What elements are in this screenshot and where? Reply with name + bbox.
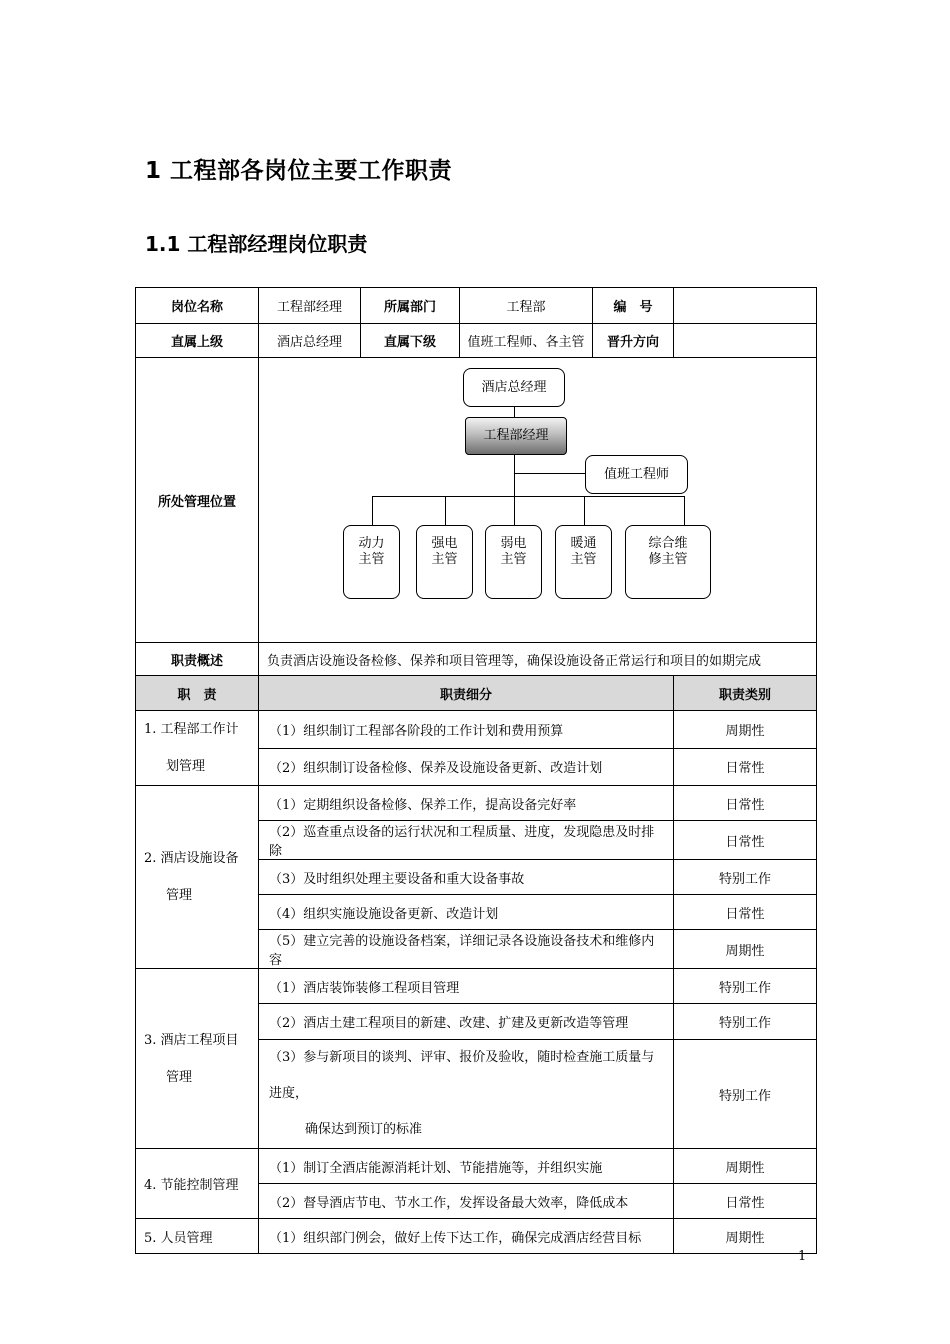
table-row: [136, 711, 817, 749]
promotion-value: [674, 324, 817, 358]
post-name-label: 岗位名称: [136, 288, 259, 324]
page-number: 1: [798, 1249, 807, 1264]
duty-detail: （2）组织制订设备检修、保养及设施设备更新、改造计划: [259, 748, 674, 786]
org-chart-row: [136, 358, 817, 643]
org-chart-cell: [259, 358, 817, 643]
summary-row: [136, 643, 817, 676]
subordinate-value: 值班工程师、各主管: [460, 324, 593, 358]
detail-column-header: 职责细分: [259, 676, 674, 711]
org-box-engineering-manager: 工程部经理: [465, 417, 567, 455]
summary-text: 负责酒店设施设备检修、保养和项目管理等，确保设施设备正常运行和项目的如期完成: [259, 643, 817, 676]
duty-category: 周期性: [674, 930, 817, 969]
org-box-maintenance-supervisor: 综合维 修主管: [625, 525, 711, 599]
duty-category: 特别工作: [674, 860, 817, 895]
duty-detail: （1）定期组织设备检修、保养工作，提高设备完好率: [259, 786, 674, 821]
summary-label: 职责概述: [136, 643, 259, 676]
info-row-2: [136, 324, 817, 358]
table-row: [136, 1219, 817, 1254]
duty-column-header: 职 责: [136, 676, 259, 711]
duty-detail: （3）参与新项目的谈判、评审、报价及验收，随时检查施工质量与进度， 确保达到预订的标准: [259, 1040, 674, 1149]
duty-title: 3. 酒店工程项目 管理: [136, 969, 259, 1149]
duty-detail: （1）制订全酒店能源消耗计划、节能措施等，并组织实施: [259, 1149, 674, 1184]
post-name-value: 工程部经理: [259, 288, 361, 324]
dept-value: 工程部: [460, 288, 593, 324]
duty-category: 日常性: [674, 895, 817, 930]
superior-label: 直属上级: [136, 324, 259, 358]
dept-label: 所属部门: [361, 288, 460, 324]
duty-category: 日常性: [674, 821, 817, 860]
duty-detail: （5）建立完善的设施设备档案，详细记录各设施设备技术和维修内容: [259, 930, 674, 969]
duty-category: 日常性: [674, 786, 817, 821]
org-box-general-manager: 酒店总经理: [463, 368, 565, 407]
superior-value: 酒店总经理: [259, 324, 361, 358]
duty-detail: （2）酒店土建工程项目的新建、改建、扩建及更新改造等管理: [259, 1004, 674, 1040]
table-row: [136, 969, 817, 1004]
info-row-1: [136, 288, 817, 324]
org-box-power-supervisor: 动力 主管: [343, 525, 400, 599]
category-column-header: 职责类别: [674, 676, 817, 711]
code-value: [674, 288, 817, 324]
duty-detail: （1）酒店装饰装修工程项目管理: [259, 969, 674, 1004]
duty-title: 4. 节能控制管理: [136, 1149, 259, 1219]
duty-category: 日常性: [674, 748, 817, 786]
duty-header-row: [136, 676, 817, 711]
section-title: 1.1 工程部经理岗位职责: [145, 232, 368, 256]
duty-detail: （2）巡查重点设备的运行状况和工程质量、进度，发现隐患及时排除: [259, 821, 674, 860]
table-row: [136, 1149, 817, 1184]
duty-category: 特别工作: [674, 969, 817, 1004]
org-box-hvac-supervisor: 暖通 主管: [555, 525, 612, 599]
duty-title: 1. 工程部工作计 划管理: [136, 711, 259, 786]
duty-category: 周期性: [674, 711, 817, 749]
org-box-strong-current-supervisor: 强电 主管: [416, 525, 473, 599]
duty-detail: （1）组织部门例会，做好上传下达工作，确保完成酒店经营目标: [259, 1219, 674, 1254]
org-box-weak-current-supervisor: 弱电 主管: [485, 525, 542, 599]
table-row: [136, 786, 817, 821]
duty-title: 2. 酒店设施设备 管理: [136, 786, 259, 969]
duty-detail: （3）及时组织处理主要设备和重大设备事故: [259, 860, 674, 895]
job-description-table: [135, 287, 817, 1254]
promotion-label: 晋升方向: [593, 324, 674, 358]
duty-category: 日常性: [674, 1184, 817, 1219]
code-label: 编 号: [593, 288, 674, 324]
subordinate-label: 直属下级: [361, 324, 460, 358]
duty-title: 5. 人员管理: [136, 1219, 259, 1254]
duty-detail: （1）组织制订工程部各阶段的工作计划和费用预算: [259, 711, 674, 749]
org-box-duty-engineer: 值班工程师: [585, 455, 688, 494]
duty-detail: （2）督导酒店节电、节水工作，发挥设备最大效率，降低成本: [259, 1184, 674, 1219]
org-chart: [259, 358, 815, 642]
duty-category: 特别工作: [674, 1004, 817, 1040]
duty-category: 周期性: [674, 1219, 817, 1254]
page-title: 1 工程部各岗位主要工作职责: [145, 158, 453, 184]
duty-category: 周期性: [674, 1149, 817, 1184]
duty-detail: （4）组织实施设施设备更新、改造计划: [259, 895, 674, 930]
duty-category: 特别工作: [674, 1040, 817, 1149]
position-label: 所处管理位置: [136, 358, 259, 643]
